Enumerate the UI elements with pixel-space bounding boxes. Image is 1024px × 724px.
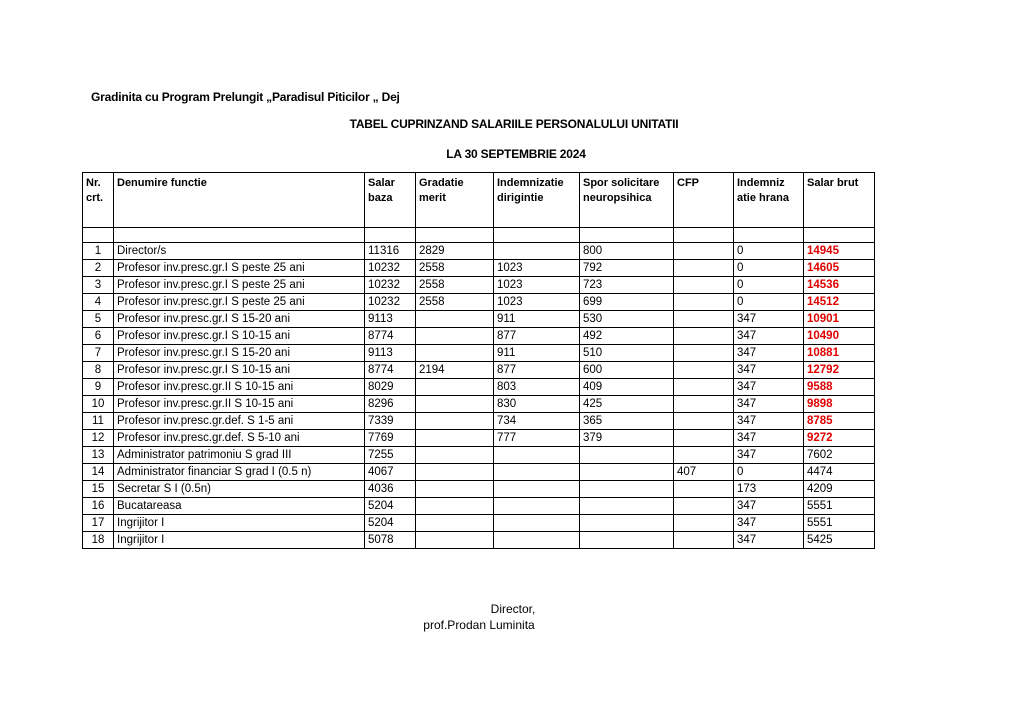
table-row [83, 379, 875, 396]
header-hrana: Indemniz atie hrana [734, 173, 804, 228]
cell-salar-baza: 7339 [365, 413, 416, 430]
cell-functie: Profesor inv.presc.gr.I S peste 25 ani [114, 260, 365, 277]
cell-nr: 11 [83, 413, 114, 430]
cell-spor [580, 532, 674, 549]
signature-name: prof.Prodan Luminita [423, 618, 535, 632]
table-row [83, 294, 875, 311]
cell-salar-baza: 7255 [365, 447, 416, 464]
cell-cfp [674, 260, 734, 277]
cell-salar-brut: 9272 [804, 430, 875, 447]
cell-functie: Director/s [114, 243, 365, 260]
cell-spor: 699 [580, 294, 674, 311]
cell-spor: 425 [580, 396, 674, 413]
cell-nr: 17 [83, 515, 114, 532]
cell-spor: 365 [580, 413, 674, 430]
cell-hrana: 173 [734, 481, 804, 498]
cell-functie: Administrator patrimoniu S grad III [114, 447, 365, 464]
cell-cfp [674, 379, 734, 396]
cell-nr: 16 [83, 498, 114, 515]
table-row [83, 362, 875, 379]
cell-functie: Ingrijitor I [114, 515, 365, 532]
cell-hrana: 347 [734, 532, 804, 549]
header-cfp: CFP [674, 173, 734, 228]
cell-spor: 409 [580, 379, 674, 396]
cell-salar-brut: 4474 [804, 464, 875, 481]
cell-cfp [674, 447, 734, 464]
cell-salar-baza: 10232 [365, 260, 416, 277]
cell-functie: Profesor inv.presc.gr.I S 10-15 ani [114, 362, 365, 379]
cell-hrana: 347 [734, 515, 804, 532]
table-row [83, 498, 875, 515]
cell-salar-brut: 7602 [804, 447, 875, 464]
cell-salar-baza: 4036 [365, 481, 416, 498]
cell-cfp [674, 277, 734, 294]
cell-functie: Administrator financiar S grad I (0.5 n) [114, 464, 365, 481]
table-row [83, 345, 875, 362]
cell-functie: Profesor inv.presc.gr.II S 10-15 ani [114, 379, 365, 396]
cell-gradatie-merit: 2558 [416, 294, 494, 311]
cell-nr: 4 [83, 294, 114, 311]
cell-gradatie-merit [416, 345, 494, 362]
table-row [83, 413, 875, 430]
header-salar-baza: Salar baza [365, 173, 416, 228]
cell-nr: 14 [83, 464, 114, 481]
cell-gradatie-merit [416, 532, 494, 549]
cell-nr: 18 [83, 532, 114, 549]
cell-salar-brut: 14536 [804, 277, 875, 294]
cell-indemnizatie-dirigintie [494, 515, 580, 532]
cell-salar-baza: 11316 [365, 243, 416, 260]
cell-indemnizatie-dirigintie: 1023 [494, 277, 580, 294]
cell-gradatie-merit [416, 515, 494, 532]
cell-cfp [674, 413, 734, 430]
cell-salar-brut: 4209 [804, 481, 875, 498]
cell-salar-baza: 8774 [365, 328, 416, 345]
cell-functie: Profesor inv.presc.gr.def. S 5-10 ani [114, 430, 365, 447]
cell-indemnizatie-dirigintie [494, 243, 580, 260]
cell-hrana: 347 [734, 413, 804, 430]
cell-nr: 2 [83, 260, 114, 277]
header-spor: Spor solicitare neuropsihica [580, 173, 674, 228]
table-row [83, 243, 875, 260]
signature-role: Director, [490, 602, 536, 616]
cell-indemnizatie-dirigintie: 803 [494, 379, 580, 396]
document-title: TABEL CUPRINZAND SALARIILE PERSONALULUI UNITATII [349, 117, 679, 131]
cell-nr: 15 [83, 481, 114, 498]
cell-indemnizatie-dirigintie: 877 [494, 328, 580, 345]
cell-salar-baza: 4067 [365, 464, 416, 481]
table-row [83, 260, 875, 277]
cell-hrana: 347 [734, 430, 804, 447]
cell-spor: 492 [580, 328, 674, 345]
cell-functie: Profesor inv.presc.gr.def. S 1-5 ani [114, 413, 365, 430]
cell-salar-brut: 10490 [804, 328, 875, 345]
cell-cfp [674, 328, 734, 345]
header-indemnizatie-dirigintie: Indemnizatie dirigintie [494, 173, 580, 228]
cell-cfp [674, 294, 734, 311]
cell-salar-baza: 5204 [365, 498, 416, 515]
cell-cfp [674, 430, 734, 447]
cell-cfp [674, 311, 734, 328]
cell-spor: 530 [580, 311, 674, 328]
cell-cfp [674, 362, 734, 379]
cell-functie: Profesor inv.presc.gr.I S 10-15 ani [114, 328, 365, 345]
cell-gradatie-merit [416, 379, 494, 396]
cell-functie: Secretar S I (0.5n) [114, 481, 365, 498]
table-header-row [83, 173, 875, 228]
cell-indemnizatie-dirigintie: 777 [494, 430, 580, 447]
cell-salar-brut: 14512 [804, 294, 875, 311]
cell-indemnizatie-dirigintie: 877 [494, 362, 580, 379]
cell-cfp: 407 [674, 464, 734, 481]
cell-cfp [674, 481, 734, 498]
cell-hrana: 347 [734, 498, 804, 515]
cell-spor: 510 [580, 345, 674, 362]
table-row [83, 532, 875, 549]
table-row [83, 311, 875, 328]
cell-hrana: 347 [734, 345, 804, 362]
header-functie: Denumire functie [114, 173, 365, 228]
cell-indemnizatie-dirigintie [494, 532, 580, 549]
header-gradatie-merit: Gradatie merit [416, 173, 494, 228]
cell-functie: Profesor inv.presc.gr.I S 15-20 ani [114, 345, 365, 362]
cell-gradatie-merit [416, 464, 494, 481]
cell-gradatie-merit [416, 447, 494, 464]
cell-spor [580, 515, 674, 532]
cell-nr: 12 [83, 430, 114, 447]
cell-spor [580, 464, 674, 481]
cell-functie: Profesor inv.presc.gr.II S 10-15 ani [114, 396, 365, 413]
cell-nr: 8 [83, 362, 114, 379]
document-date: LA 30 SEPTEMBRIE 2024 [446, 147, 586, 161]
cell-salar-baza: 7769 [365, 430, 416, 447]
table-row [83, 481, 875, 498]
cell-indemnizatie-dirigintie [494, 498, 580, 515]
cell-hrana: 347 [734, 311, 804, 328]
table-row [83, 464, 875, 481]
cell-gradatie-merit [416, 498, 494, 515]
cell-spor: 800 [580, 243, 674, 260]
cell-gradatie-merit: 2194 [416, 362, 494, 379]
cell-nr: 7 [83, 345, 114, 362]
cell-hrana: 0 [734, 260, 804, 277]
cell-salar-baza: 9113 [365, 311, 416, 328]
header-salar-brut: Salar brut [804, 173, 875, 228]
cell-functie: Profesor inv.presc.gr.I S peste 25 ani [114, 277, 365, 294]
cell-salar-baza: 10232 [365, 277, 416, 294]
cell-nr: 3 [83, 277, 114, 294]
cell-hrana: 347 [734, 328, 804, 345]
cell-cfp [674, 396, 734, 413]
cell-hrana: 347 [734, 379, 804, 396]
cell-functie: Bucatareasa [114, 498, 365, 515]
cell-functie: Profesor inv.presc.gr.I S 15-20 ani [114, 311, 365, 328]
cell-salar-brut: 14605 [804, 260, 875, 277]
table-row [83, 430, 875, 447]
cell-gradatie-merit: 2829 [416, 243, 494, 260]
cell-spor: 792 [580, 260, 674, 277]
cell-spor: 600 [580, 362, 674, 379]
cell-cfp [674, 498, 734, 515]
cell-cfp [674, 532, 734, 549]
cell-indemnizatie-dirigintie: 911 [494, 311, 580, 328]
institution-name: Gradinita cu Program Prelungit „Paradisul Piticilor „ Dej [91, 90, 400, 104]
cell-gradatie-merit: 2558 [416, 277, 494, 294]
cell-indemnizatie-dirigintie [494, 447, 580, 464]
cell-salar-brut: 9898 [804, 396, 875, 413]
cell-functie: Ingrijitor I [114, 532, 365, 549]
cell-hrana: 0 [734, 243, 804, 260]
cell-nr: 10 [83, 396, 114, 413]
cell-gradatie-merit [416, 311, 494, 328]
cell-indemnizatie-dirigintie: 911 [494, 345, 580, 362]
cell-salar-brut: 5425 [804, 532, 875, 549]
cell-spor: 723 [580, 277, 674, 294]
cell-cfp [674, 345, 734, 362]
cell-salar-brut: 12792 [804, 362, 875, 379]
table-row [83, 396, 875, 413]
cell-indemnizatie-dirigintie: 734 [494, 413, 580, 430]
cell-salar-baza: 9113 [365, 345, 416, 362]
cell-salar-brut: 5551 [804, 498, 875, 515]
cell-hrana: 347 [734, 447, 804, 464]
cell-gradatie-merit [416, 481, 494, 498]
cell-cfp [674, 515, 734, 532]
cell-salar-brut: 5551 [804, 515, 875, 532]
cell-gradatie-merit [416, 430, 494, 447]
table-row [83, 515, 875, 532]
cell-nr: 9 [83, 379, 114, 396]
cell-hrana: 347 [734, 362, 804, 379]
cell-salar-baza: 5204 [365, 515, 416, 532]
cell-salar-baza: 8296 [365, 396, 416, 413]
cell-functie: Profesor inv.presc.gr.I S peste 25 ani [114, 294, 365, 311]
cell-indemnizatie-dirigintie: 1023 [494, 294, 580, 311]
cell-hrana: 0 [734, 464, 804, 481]
table-row [83, 447, 875, 464]
cell-gradatie-merit [416, 328, 494, 345]
cell-indemnizatie-dirigintie [494, 481, 580, 498]
cell-salar-baza: 8774 [365, 362, 416, 379]
cell-spor [580, 447, 674, 464]
cell-hrana: 0 [734, 294, 804, 311]
cell-salar-baza: 5078 [365, 532, 416, 549]
cell-salar-brut: 10881 [804, 345, 875, 362]
cell-spor: 379 [580, 430, 674, 447]
cell-nr: 6 [83, 328, 114, 345]
cell-hrana: 0 [734, 277, 804, 294]
cell-spor [580, 481, 674, 498]
cell-gradatie-merit: 2558 [416, 260, 494, 277]
cell-spor [580, 498, 674, 515]
cell-salar-brut: 8785 [804, 413, 875, 430]
cell-salar-brut: 9588 [804, 379, 875, 396]
cell-indemnizatie-dirigintie: 830 [494, 396, 580, 413]
cell-salar-brut: 14945 [804, 243, 875, 260]
header-nr: Nr. crt. [83, 173, 114, 228]
cell-nr: 1 [83, 243, 114, 260]
cell-indemnizatie-dirigintie: 1023 [494, 260, 580, 277]
salary-table [82, 172, 875, 549]
cell-nr: 13 [83, 447, 114, 464]
table-row [83, 328, 875, 345]
cell-salar-baza: 10232 [365, 294, 416, 311]
cell-gradatie-merit [416, 413, 494, 430]
cell-indemnizatie-dirigintie [494, 464, 580, 481]
cell-gradatie-merit [416, 396, 494, 413]
cell-hrana: 347 [734, 396, 804, 413]
cell-salar-brut: 10901 [804, 311, 875, 328]
cell-nr: 5 [83, 311, 114, 328]
cell-cfp [674, 243, 734, 260]
cell-salar-baza: 8029 [365, 379, 416, 396]
table-row [83, 277, 875, 294]
table-spacer-row [83, 228, 875, 243]
